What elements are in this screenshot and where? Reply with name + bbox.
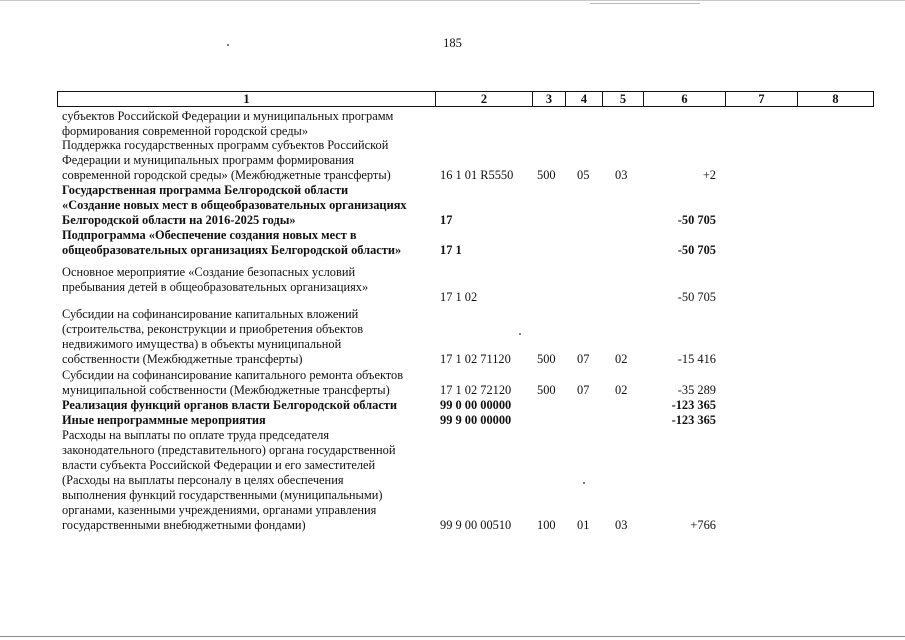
row-description: Реализация функций органов власти Белгородской области <box>62 398 398 412</box>
row-code: 17 <box>440 213 453 227</box>
row-amount: -35 289 <box>677 383 716 397</box>
header-col-2: 2 <box>480 92 488 106</box>
row-description: Субсидии на софинансирование капитальных вложений (строительства, реконструкции и приобретения объектов недвижимого имущества) в объекты муниципальной собственности (Межбюджетные трансферты) <box>62 307 364 366</box>
row-c5: 02 <box>615 352 628 366</box>
row-code: 99 9 00 00000 <box>440 413 512 427</box>
row-c3: 500 <box>537 168 556 182</box>
row-description: Поддержка государственных программ субъектов Российской Федерации и муниципальных программ формирования современной городской среды» (Межбюджетные трансферты) <box>62 138 391 182</box>
header-col-4: 4 <box>580 92 588 106</box>
header-col-7: 7 <box>758 92 765 106</box>
row-amount: +766 <box>690 518 716 532</box>
row-c3: 500 <box>537 352 556 366</box>
row-c4: 05 <box>577 168 590 182</box>
row-code: 99 0 00 00000 <box>440 398 512 412</box>
header-col-1: 1 <box>243 92 250 106</box>
row-code: 17 1 <box>440 243 462 257</box>
row-c4: 01 <box>577 518 590 532</box>
row-c3: 100 <box>537 518 556 532</box>
row-description: Основное мероприятие «Создание безопасных условий пребывания детей в общеобразовательных организациях» <box>62 265 369 294</box>
row-c3: 500 <box>537 383 556 397</box>
row-description: Субсидии на софинансирование капитального ремонта объектов муниципальной собственности (Межбюджетные трансферты) <box>62 368 404 397</box>
row-code: 17 1 02 72120 <box>440 383 512 397</box>
row-code: 17 1 02 <box>440 290 478 304</box>
row-c4: 07 <box>577 352 590 366</box>
row-c5: 03 <box>615 518 628 532</box>
scan-border-bottom <box>0 636 905 637</box>
row-amount: -50 705 <box>677 243 716 257</box>
scan-speck <box>583 482 585 484</box>
row-description: Подпрограмма «Обеспечение создания новых мест в общеобразовательных организациях Белгородской области» <box>62 228 402 257</box>
table-header <box>57 91 874 107</box>
row-description: Иные непрограммные мероприятия <box>62 413 266 427</box>
row-code: 17 1 02 71120 <box>440 352 511 366</box>
row-amount: +2 <box>702 168 716 182</box>
header-col-8: 8 <box>832 92 839 106</box>
row-description: субъектов Российской Федерации и муниципальных программ формирования современной городской среды» <box>62 109 394 138</box>
row-description: Расходы на выплаты по оплате труда председателя законодательного (представительного) органа государственной власти субъекта Российской Федерации и его заместителей (Расходы на выплаты персоналу в целях обеспечения выполнения функций государственными (муниципальными) органами, казенными учреждениями, органами управления государственными внебюджетными фондами) <box>62 428 396 532</box>
header-col-3: 3 <box>545 92 553 106</box>
row-c4: 07 <box>577 383 590 397</box>
row-amount: -123 365 <box>671 398 716 412</box>
row-amount: -15 416 <box>677 352 716 366</box>
scan-speck <box>519 333 521 335</box>
row-code: 99 9 00 00510 <box>440 518 512 532</box>
scan-border-top <box>0 0 905 1</box>
scan-border-top-right <box>590 3 700 4</box>
row-description: Государственная программа Белгородской области «Создание новых мест в общеобразовательных организациях Белгородской области на 2016-2025 годы» <box>62 183 407 227</box>
header-col-6: 6 <box>681 92 688 106</box>
row-amount: -50 705 <box>677 290 716 304</box>
row-c5: 03 <box>615 168 628 182</box>
row-amount: -123 365 <box>671 413 716 427</box>
page-number: 185 <box>443 36 462 50</box>
scan-speck <box>227 44 229 46</box>
row-c5: 02 <box>615 383 628 397</box>
header-col-5: 5 <box>619 92 627 106</box>
row-amount: -50 705 <box>677 213 716 227</box>
row-code: 16 1 01 R5550 <box>440 168 514 182</box>
